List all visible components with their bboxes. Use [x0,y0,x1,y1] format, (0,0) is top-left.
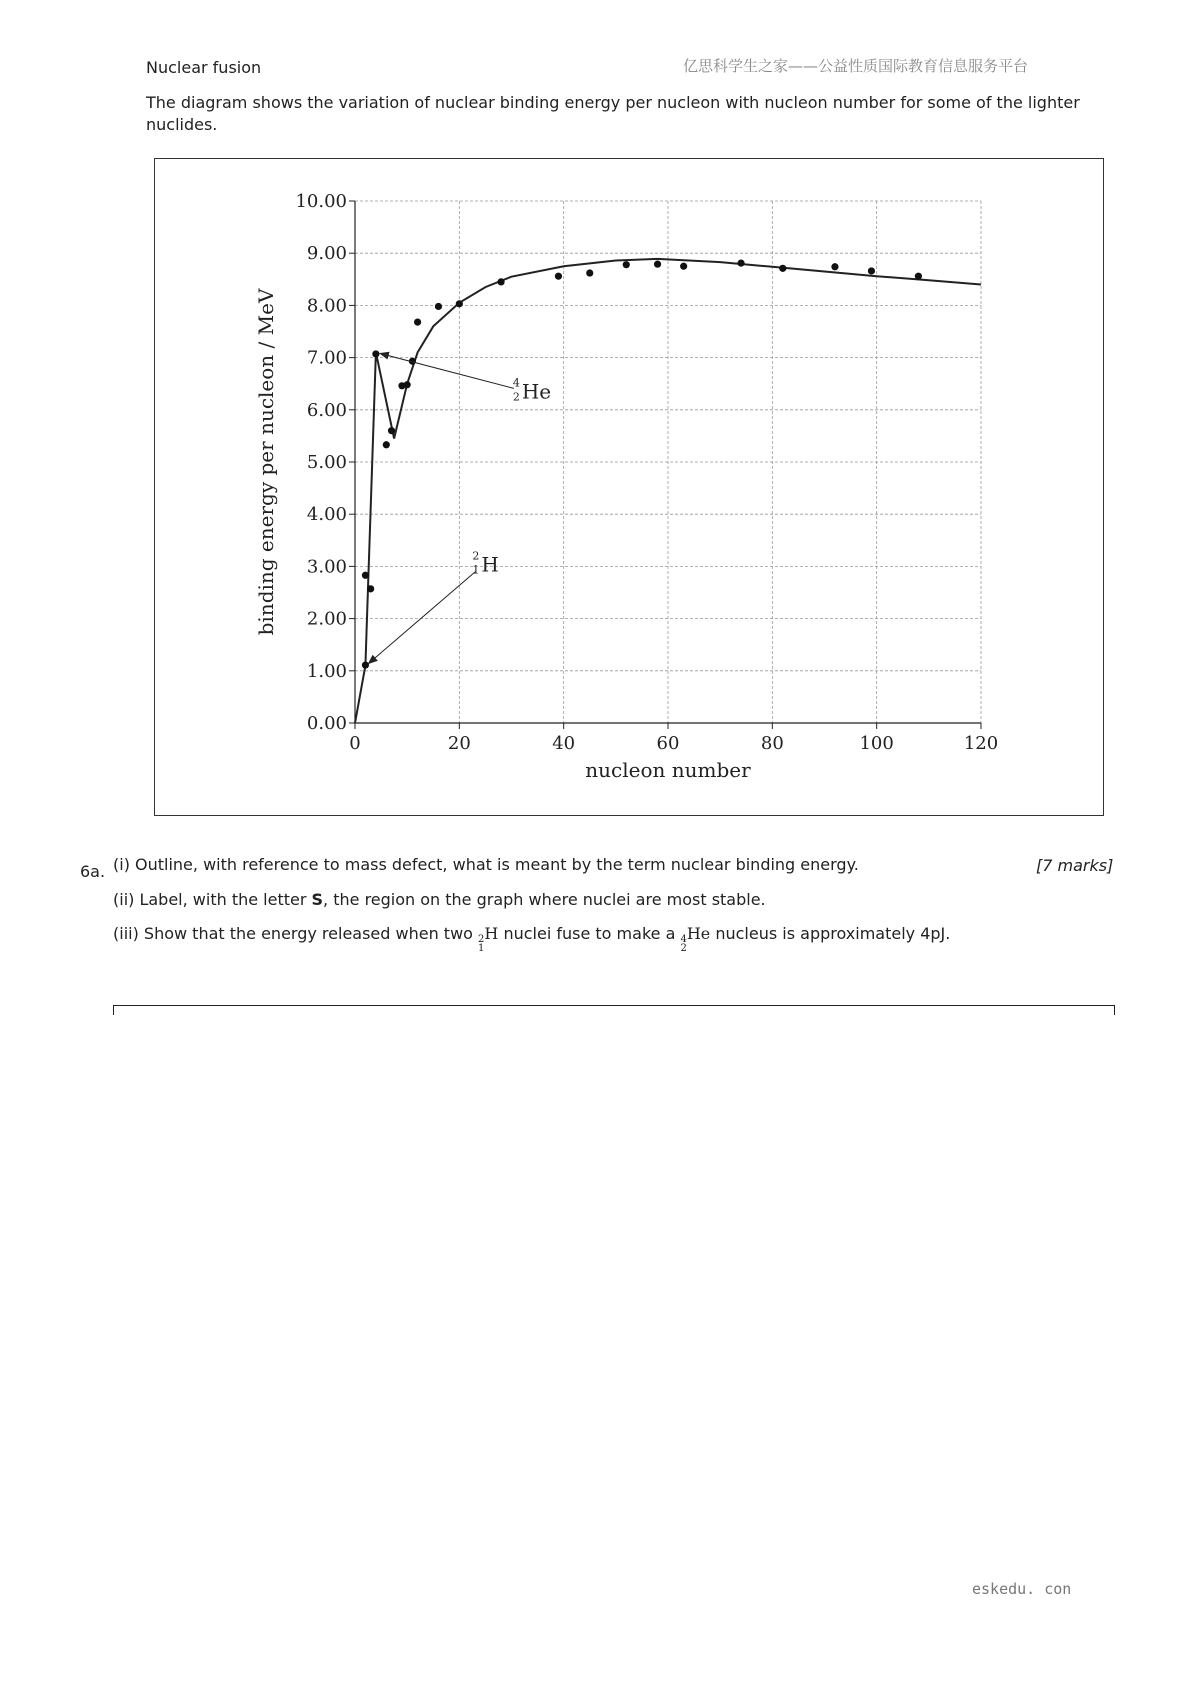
helium-symbol: He [686,924,711,943]
y-tick-label: 6.00 [306,399,347,421]
annotation-atomic-number: 2 [512,390,520,404]
footer-site: eskedu. con [972,1580,1072,1598]
answer-box[interactable] [113,1005,1115,1015]
data-point [586,269,593,276]
deuterium-mass-number: 2 [478,934,485,945]
part-iii-text-b: nuclei fuse to make a [498,924,681,943]
x-axis-label: nucleon number [585,758,751,782]
data-point [497,278,504,285]
data-point [414,319,421,326]
annotation-symbol: H [481,552,499,577]
data-point [915,273,922,280]
y-tick-label: 0.00 [306,713,347,734]
y-tick-label: 5.00 [306,452,347,473]
data-point [362,572,369,579]
data-point [383,441,390,448]
data-point [831,263,838,270]
watermark-text: 亿思科学生之家——公益性质国际教育信息服务平台 [683,57,1029,75]
data-point [435,303,442,310]
y-tick-label: 1.00 [306,660,347,682]
annotation-mass-number: 4 [512,376,520,390]
y-tick-label: 3.00 [306,556,347,578]
data-point [680,263,687,270]
part-ii-text-after: , the region on the graph where nuclei are most stable. [323,890,766,909]
y-tick-label: 4.00 [306,504,347,526]
question-part-ii [113,890,766,909]
data-point [404,381,411,388]
y-tick-label: 8.00 [306,295,347,317]
x-tick-label: 40 [552,733,576,754]
data-point [737,260,744,267]
data-point [367,585,374,592]
annotation-symbol: He [521,379,552,404]
data-point [868,267,875,274]
y-axis-label: binding energy per nucleon / MeV [254,288,278,636]
part-ii-letter-s: S [311,890,324,909]
part-iii-text-c: nucleus is approximately 4pJ. [710,924,951,943]
data-point [623,261,630,268]
x-tick-label: 20 [447,733,471,754]
question-part-i: (i) Outline, with reference to mass defect, what is meant by the term nuclear binding energy. [113,855,859,874]
question-part-iii [113,924,950,953]
data-point [779,265,786,272]
y-tick-label: 7.00 [306,347,347,369]
x-tick-label: 0 [349,733,361,754]
part-ii-text-before: (ii) Label, with the letter [113,890,312,909]
question-number: 6a. [80,862,106,881]
nuclide-helium [680,924,710,953]
deuterium-symbol: H [484,924,499,943]
section-title: Nuclear fusion [146,58,262,77]
data-point [388,427,395,434]
y-tick-label: 2.00 [306,608,347,630]
marks-label: [7 marks] [1036,856,1114,875]
data-point [654,261,661,268]
nuclide-deuterium [478,924,498,953]
x-tick-label: 100 [859,733,894,754]
intro-paragraph: The diagram shows the variation of nuclear binding energy per nucleon with nucleon number for some of the lighter nuclides. [146,93,1080,134]
data-point [372,350,379,357]
y-tick-label: 10.00 [295,191,347,212]
part-iii-text-a: (iii) Show that the energy released when two [113,924,479,943]
binding-energy-chart [155,159,1103,815]
helium-mass-number: 4 [680,934,687,945]
annotation-mass-number: 2 [472,549,480,563]
data-point [362,661,369,668]
x-tick-label: 80 [760,733,784,754]
y-tick-label: 9.00 [306,243,347,265]
helium-atomic-number: 2 [680,943,687,954]
x-tick-label: 60 [656,733,680,754]
deuterium-atomic-number: 1 [478,943,485,954]
data-point [555,273,562,280]
data-point [456,300,463,307]
annotation-atomic-number: 1 [472,563,480,577]
x-tick-label: 120 [963,733,999,754]
figure-frame [154,158,1104,816]
